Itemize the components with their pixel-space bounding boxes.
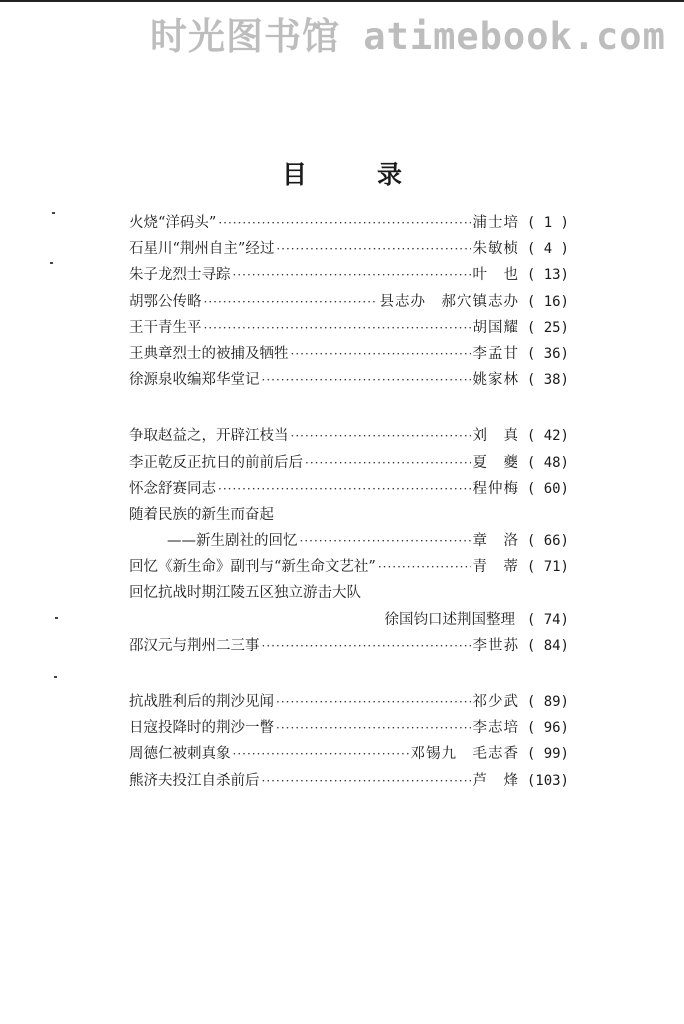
toc-entry-title: 日寇投降时的荆沙一瞥: [129, 720, 274, 737]
toc-entry: [129, 607, 569, 633]
toc-entry: [129, 502, 569, 528]
toc-entry: [129, 554, 569, 580]
toc-group: [129, 689, 569, 794]
table-of-contents: [129, 210, 569, 794]
toc-entry-author: 章 洛: [472, 533, 519, 550]
toc-entry-page: (103): [526, 772, 569, 789]
scan-speck: [54, 676, 57, 678]
dot-leader: [218, 476, 471, 502]
toc-entry-page: ( 36): [526, 345, 569, 362]
toc-entry: [129, 580, 569, 606]
dot-leader: [204, 315, 471, 341]
scan-speck: [55, 617, 58, 619]
toc-entry-author: 刘 真: [472, 428, 519, 445]
toc-entry-title: 随着民族的新生而奋起: [129, 506, 274, 523]
toc-group: [129, 210, 569, 393]
dot-leader: [204, 289, 378, 315]
toc-entry-page: ( 89): [526, 694, 569, 710]
toc-entry-title: 邵汉元与荆州二三事: [129, 637, 260, 654]
toc-entry-title: 李正乾反正抗日的前前后后: [129, 454, 303, 471]
dot-leader: [233, 262, 471, 288]
dot-leader: [218, 210, 470, 236]
toc-entry: [129, 210, 569, 236]
dot-leader: [300, 528, 471, 554]
dot-leader: [276, 689, 471, 715]
toc-entry-author: 叶 也: [472, 267, 519, 284]
toc-entry-title: 抗战胜利后的荆沙见闻: [129, 694, 274, 710]
dot-leader: [262, 367, 471, 393]
toc-entry: [129, 423, 569, 449]
toc-entry-author: 李志培: [472, 720, 519, 737]
toc-entry-author: 朱敏桢: [472, 241, 519, 258]
toc-entry-page: ( 60): [526, 480, 569, 497]
dot-leader: [276, 715, 471, 741]
toc-entry-author: 李世荪: [472, 637, 519, 654]
toc-entry: [129, 528, 569, 554]
toc-entry-title: 怀念舒赛同志: [129, 480, 216, 497]
toc-entry: [129, 289, 569, 315]
dot-leader: [378, 554, 471, 580]
toc-entry-author: 夏 夔: [472, 454, 519, 471]
toc-entry-author: 邓锡九 毛志香: [410, 746, 519, 763]
toc-entry-page: ( 74): [526, 611, 569, 628]
toc-entry: [129, 341, 569, 367]
toc-entry-title: 王干青生平: [129, 319, 202, 336]
toc-entry-author: 芦 烽: [472, 772, 519, 789]
toc-entry: [129, 741, 569, 767]
toc-entry: [129, 476, 569, 502]
toc-entry-title: 徐国钧口述荆国整理: [384, 611, 515, 628]
toc-entry: [129, 262, 569, 288]
toc-entry-page: ( 38): [526, 372, 569, 389]
toc-entry-page: ( 84): [526, 637, 569, 654]
toc-entry-author: 浦士培: [472, 215, 519, 231]
toc-entry-author: 姚家林: [472, 372, 519, 389]
toc-entry-page: ( 48): [526, 454, 569, 471]
dot-leader: [262, 768, 471, 794]
toc-entry-title: 回忆《新生命》副刊与“新生命文艺社”: [129, 559, 376, 576]
page-top-rule: [0, 0, 684, 2]
toc-entry: [129, 236, 569, 262]
toc-entry-page: ( 1 ): [526, 215, 569, 231]
toc-entry-author: 青 蒂: [472, 559, 519, 576]
toc-entry-page: ( 42): [526, 428, 569, 445]
toc-entry: [129, 367, 569, 393]
toc-entry-page: ( 4 ): [526, 241, 569, 258]
toc-entry: [129, 633, 569, 659]
toc-entry-title: 朱子龙烈士寻踪: [129, 267, 231, 284]
toc-entry-title: 回忆抗战时期江陵五区独立游击大队: [129, 585, 361, 602]
dot-leader: [305, 450, 471, 476]
toc-entry-author: 祁少武: [472, 694, 519, 710]
toc-entry-title: 争取赵益之，开辟江枝当: [129, 428, 289, 445]
toc-entry-title: ——新生剧社的回忆: [167, 533, 298, 550]
toc-entry-author: 程仲梅: [472, 480, 519, 497]
toc-entry-author: 县志办 郝穴镇志办: [379, 293, 519, 310]
toc-entry-page: ( 66): [526, 533, 569, 550]
toc-entry-title: 石星川“荆州自主”经过: [129, 241, 275, 258]
scan-speck: [52, 212, 55, 214]
dot-leader: [233, 741, 409, 767]
toc-entry-page: ( 99): [526, 746, 569, 763]
toc-entry-title: 胡鄂公传略: [129, 293, 202, 310]
toc-entry-title: 熊济夫投江自杀前后: [129, 772, 260, 789]
toc-entry-author: 胡国耀: [472, 319, 519, 336]
toc-entry: [129, 689, 569, 715]
watermark: 时光图书馆 atimebook.com: [150, 15, 666, 58]
toc-entry: [129, 768, 569, 794]
toc-entry-page: ( 96): [526, 720, 569, 737]
dot-leader: [262, 633, 471, 659]
toc-entry-title: 火烧“洋码头”: [129, 215, 217, 231]
toc-entry-page: ( 16): [526, 293, 569, 310]
toc-entry: [129, 450, 569, 476]
toc-entry-page: ( 25): [526, 319, 569, 336]
toc-entry: [129, 315, 569, 341]
toc-entry-page: ( 13): [526, 267, 569, 284]
toc-entry-title: 徐源泉收编郑华堂记: [129, 372, 260, 389]
toc-entry: [129, 715, 569, 741]
toc-entry-page: ( 71): [526, 559, 569, 576]
toc-entry-title: 王典章烈士的被捕及牺牲: [129, 345, 289, 362]
toc-entry-title: 周德仁被刺真象: [129, 746, 231, 763]
toc-entry-author: 李孟甘: [472, 345, 519, 362]
dot-leader: [291, 423, 471, 449]
dot-leader: [276, 236, 470, 262]
page-title: 目录: [281, 160, 472, 189]
dot-leader: [291, 341, 471, 367]
toc-group: [129, 423, 569, 659]
scan-speck: [50, 262, 53, 264]
